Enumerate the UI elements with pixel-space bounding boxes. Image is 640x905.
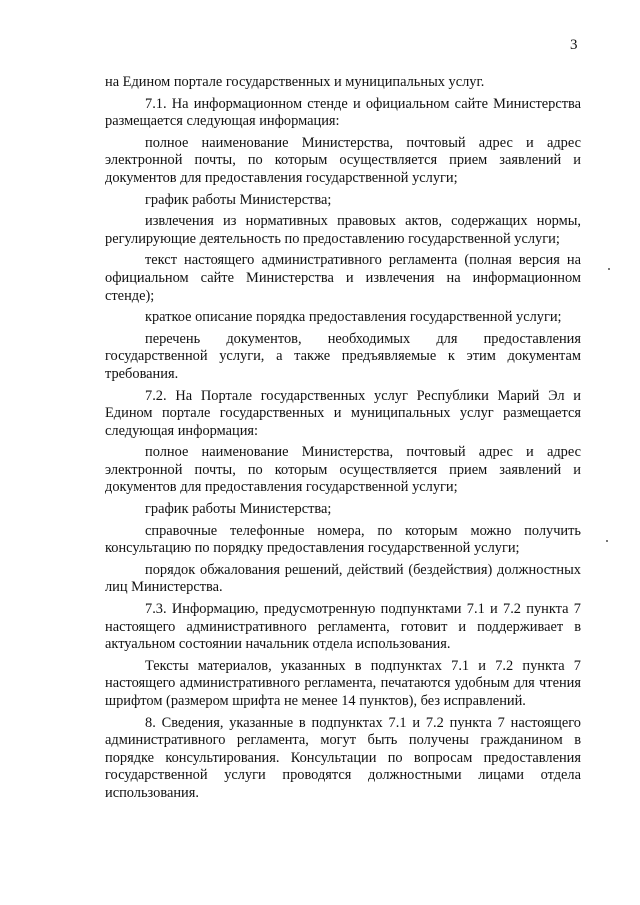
paragraph: 7.2. На Портале государственных услуг Республики Марий Эл и Едином портале государственных и муниципальных услуг размещается следующая информация: xyxy=(105,387,581,439)
paragraph: порядок обжалования решений, действий (бездействия) должностных лиц Министерства. xyxy=(105,561,581,596)
paragraph: на Едином портале государственных и муниципальных услуг. xyxy=(105,74,485,90)
paragraph: полное наименование Министерства, почтовый адрес и адрес электронной почты, по которым осуществляется прием заявлений и документов для предоставления государственной услуги; xyxy=(105,134,581,186)
paragraph: 8. Сведения, указанные в подпунктах 7.1 и 7.2 пункта 7 настоящего административного регламента, могут быть получены гражданином в порядке консультирования. Консультации по вопросам предоставления государственной услуги проводятся должностными лицами отдела использования. xyxy=(105,714,581,801)
paragraph: график работы Министерства; xyxy=(145,501,332,518)
paragraph: текст настоящего административного регламента (полная версия на официальном сайте Министерства и извлечения на информационном стенде); xyxy=(105,252,581,304)
paragraph: Тексты материалов, указанных в подпунктах 7.1 и 7.2 пункта 7 настоящего административного регламента, печатаются удобным для чтения шрифтом (размером шрифта не менее 14 пунктов), без исправлений. xyxy=(105,657,581,709)
paragraph: справочные телефонные номера, по которым можно получить консультацию по порядку предоставления государственной услуги; xyxy=(105,522,581,557)
paragraph: 7.1. На информационном стенде и официальном сайте Министерства размещается следующая информация: xyxy=(105,95,581,130)
scan-speck xyxy=(608,268,610,270)
paragraph: извлечения из нормативных правовых актов, содержащих нормы, регулирующие деятельность по предоставлению государственной услуги; xyxy=(105,213,581,247)
paragraph: график работы Министерства; xyxy=(145,191,332,208)
paragraph: перечень документов, необходимых для предоставления государственной услуги, а также предъявляемые к этим документам требования. xyxy=(105,330,581,382)
paragraph: 7.3. Информацию, предусмотренную подпунктами 7.1 и 7.2 пункта 7 настоящего административного регламента, готовит и поддерживает в актуальном состоянии начальник отдела использования. xyxy=(105,601,581,653)
paragraph: краткое описание порядка предоставления государственной услуги; xyxy=(145,309,562,326)
document-body xyxy=(105,74,581,807)
scan-speck xyxy=(606,540,608,542)
page-number: 3 xyxy=(570,37,578,53)
paragraph: полное наименование Министерства, почтовый адрес и адрес электронной почты, по которым осуществляется прием заявлений и документов для предоставления государственной услуги; xyxy=(105,444,581,496)
